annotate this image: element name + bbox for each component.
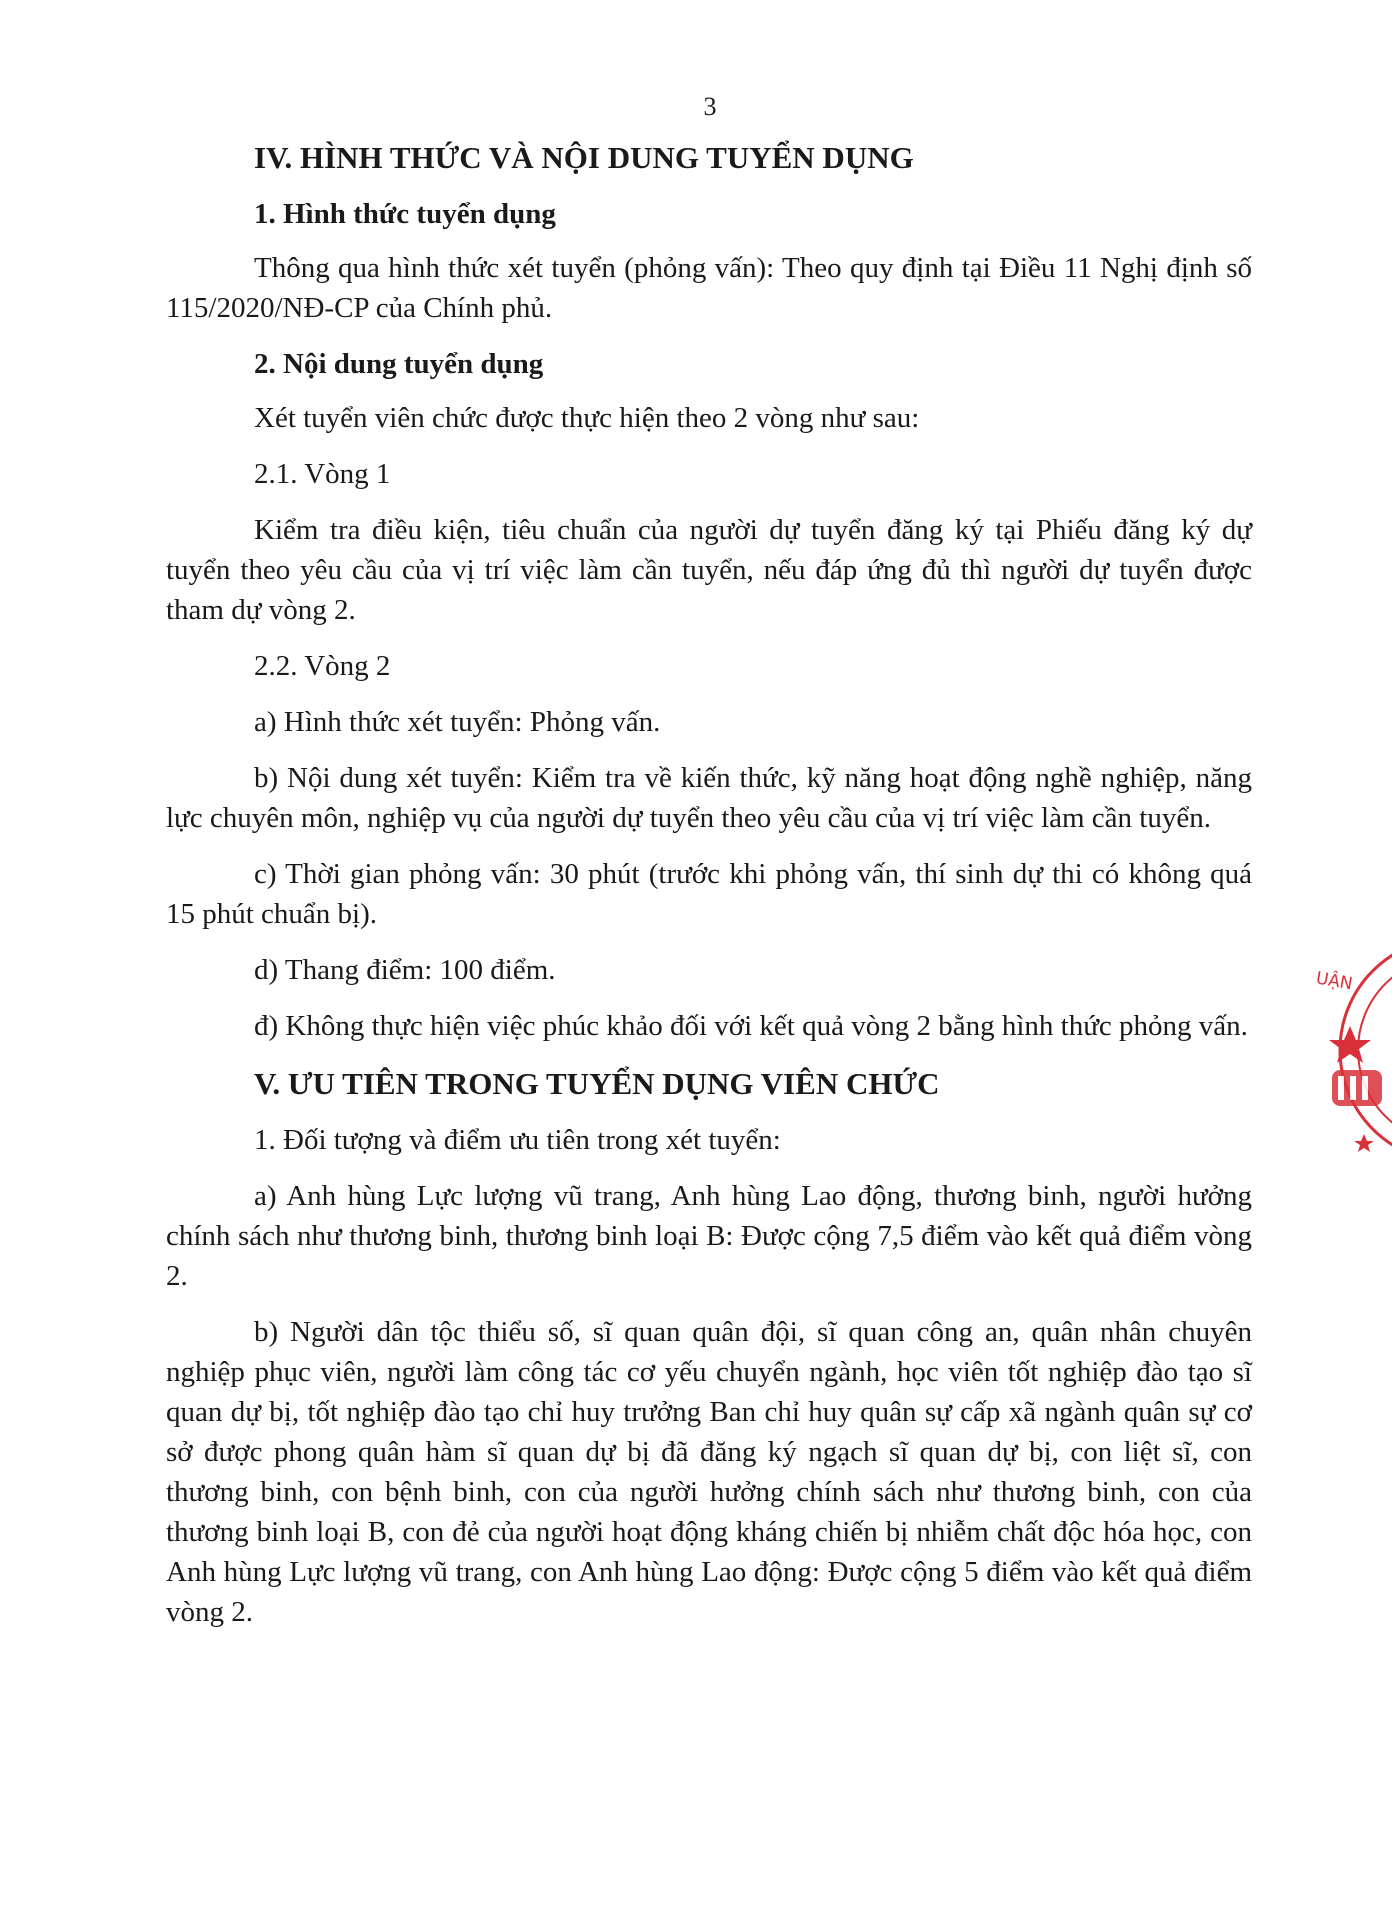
official-seal-stamp <box>1302 930 1392 1170</box>
document-body <box>166 136 1252 1648</box>
round-1-label: 2.1. Vòng 1 <box>254 458 391 490</box>
seal-fragment-text: UẬN <box>1314 968 1355 995</box>
round-2-item-d: d) Thang điểm: 100 điểm. <box>254 954 556 986</box>
round-2-item-dd: đ) Không thực hiện việc phúc khảo đối với kết quả vòng 2 bằng hình thức phỏng vấn. <box>254 1010 1248 1042</box>
round-2-item-c: c) Thời gian phỏng vấn: 30 phút (trước khi phỏng vấn, thí sinh dự thi có không quá 15 phút chuẩn bị). <box>166 858 1252 930</box>
star-icon <box>1329 1026 1371 1063</box>
small-star-icon <box>1354 1134 1374 1152</box>
round-2-item-b: b) Nội dung xét tuyển: Kiểm tra về kiến thức, kỹ năng hoạt động nghề nghiệp, năng lực chuyên môn, nghiệp vụ của người dự tuyển theo yêu cầu của vị trí việc làm cần tuyển. <box>166 762 1252 834</box>
page-number: 3 <box>703 92 717 121</box>
section-4-2-title: 2. Nội dung tuyển dụng <box>254 348 544 380</box>
section-5-title: V. ƯU TIÊN TRONG TUYỂN DỤNG VIÊN CHỨC <box>254 1066 940 1101</box>
round-2-item-a: a) Hình thức xét tuyển: Phỏng vấn. <box>254 706 661 738</box>
section-4-1-title: 1. Hình thức tuyển dụng <box>254 198 556 230</box>
round-1-text: Kiểm tra điều kiện, tiêu chuẩn của người dự tuyển đăng ký tại Phiếu đăng ký dự tuyển theo yêu cầu của vị trí việc làm cần tuyển, nếu đáp ứng đủ thì người dự tuyển được tham dự vòng 2. <box>166 514 1252 626</box>
section-5-item-a: a) Anh hùng Lực lượng vũ trang, Anh hùng Lao động, thương binh, người hưởng chính sách như thương binh, thương binh loại B: Được cộng 7,5 điểm vào kết quả điểm vòng 2. <box>166 1180 1252 1292</box>
section-5-item-b: b) Người dân tộc thiểu số, sĩ quan quân đội, sĩ quan công an, quân nhân chuyên nghiệp phục viên, người làm công tác cơ yếu chuyển ngành, học viên tốt nghiệp đào tạo sĩ quan dự bị, tốt nghiệp đào tạo chỉ huy trưởng Ban chỉ huy quân sự cấp xã ngành quân sự cơ sở được phong quân hàm sĩ quan dự bị đã đăng ký ngạch sĩ quan dự bị, con liệt sĩ, con thương binh, con bệnh binh, con của người hưởng chính sách như thương binh, con của thương binh loại B, con đẻ của người hoạt động kháng chiến bị nhiễm chất độc hóa học, con Anh hùng Lực lượng vũ trang, con Anh hùng Lao động: Được cộng 5 điểm vào kết quả điểm vòng 2. <box>166 1316 1252 1628</box>
round-2-label: 2.2. Vòng 2 <box>254 650 391 682</box>
section-5-1-label: 1. Đối tượng và điểm ưu tiên trong xét tuyển: <box>254 1124 781 1156</box>
section-4-2-intro: Xét tuyển viên chức được thực hiện theo 2 vòng như sau: <box>254 402 920 434</box>
section-4-title: IV. HÌNH THỨC VÀ NỘI DUNG TUYỂN DỤNG <box>254 140 914 175</box>
section-4-1-text: Thông qua hình thức xét tuyển (phỏng vấn): Theo quy định tại Điều 11 Nghị định số 115/2020/NĐ-CP của Chính phủ. <box>166 252 1252 324</box>
seal-emblem <box>1332 1070 1382 1106</box>
